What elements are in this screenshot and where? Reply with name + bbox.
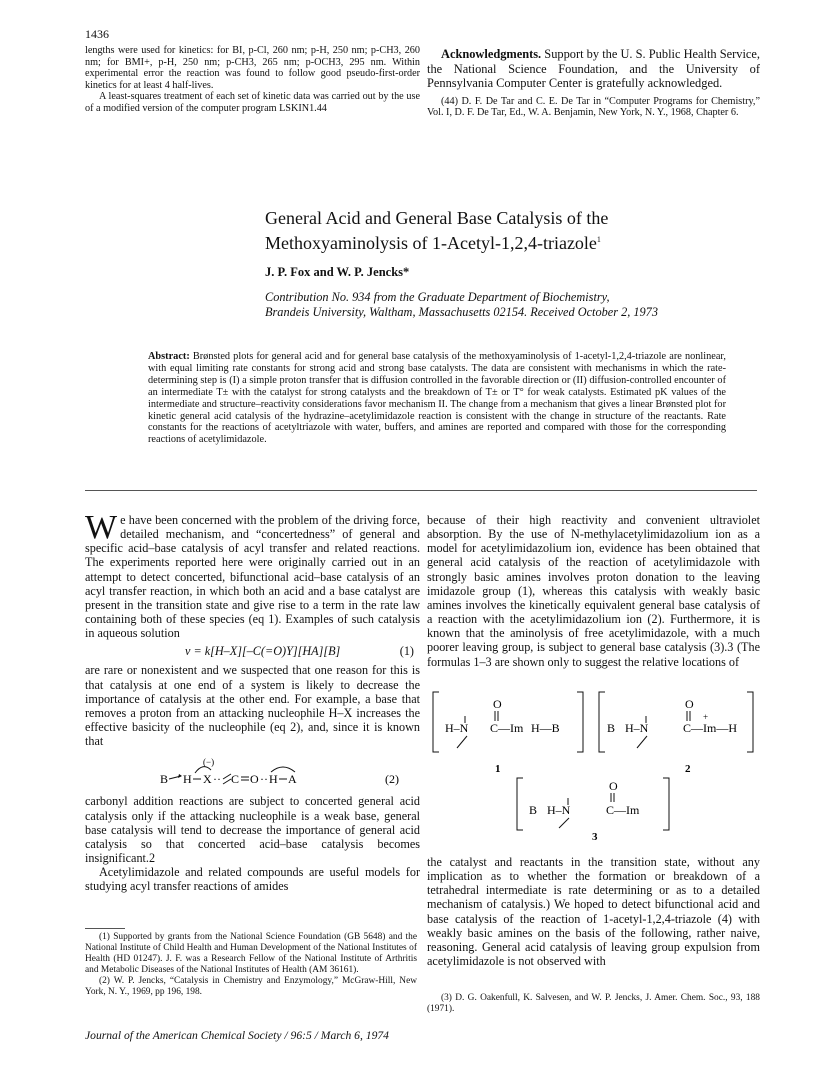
c-im-group: C—Im (490, 721, 524, 735)
structure-label-3: 3 (592, 831, 598, 840)
hn-group: H–N (625, 721, 649, 735)
body-right-column (427, 513, 760, 669)
ack-text: Support by the U. S. Public Health Service, the National Science Foundation, and the University of Pennsylvania Computer Center is gratefully acknowledged. (427, 47, 760, 91)
equation-2-scheme (85, 752, 420, 792)
body-paragraph: e have been concerned with the problem of the driving force, detailed mechanism, and “concertedness” of general and specific acid–base catalysis of acyl transfer and related reactions. The experiments reported here were originally carried out in an attempt to detect concerted, bifunctional acid–base catalysis of an acyl transfer reaction, in which both an acid and a base catalyst are present in the transition state and give rise to a term in the rate law containing both of these species (eq 1). Examples of such catalysis in aqueous solution (85, 513, 420, 641)
page-number: 1436 (85, 27, 109, 41)
body-paragraph: carbonyl addition reactions are subject to concerted general acid catalysis only if the attacking nucleophile is a weak base, general base catalysis will tend to decrease the importance of general acid catalysis so that concerted acid–base catalysis becomes insignificant.2 (85, 794, 420, 865)
svg-text:··: ·· (260, 772, 268, 787)
acknowledgments-section (427, 47, 760, 119)
oxygen-atom: O (685, 697, 694, 711)
body-paragraph: the catalyst and reactants in the transition state, without any implication as to whether the formation or breakdown of a tetrahedral intermediate is rate determining or as to a detailed mechanism of catalysis.) We hoped to detect bifunctional acid and base catalysis of the reaction of 1-acetyl-1,2,4-triazole (4) with weakly basic amines on the basis of the following, rather naive, reasoning. General acid catalysis of leaving group expulsion from acetylimidazole is not observed with (427, 855, 760, 969)
structure-label-1: 1 (495, 763, 501, 775)
footnote-3: (3) D. G. Oakenfull, K. Salvesen, and W. P. Jencks, J. Amer. Chem. Soc., 93, 188 (1971). (427, 993, 760, 1014)
abstract-text: Brønsted plots for general acid and for general base catalysis of the methoxyaminolysis of 1-acetyl-1,2,4-triazole are nonlinear, with equal limiting rate constants for strong acid and strong base catalysts. The data are consistent with mechanisms in which the rate-determining step is (I) a simple proton transfer that is diffusion controlled in the favorable direction or (II) diffusion-controlled encounter of an intermediate T± with the catalyst for strong catalysts and the breakdown of T± or T° for weak catalysts. Estimated pK values of the intermediate and structure–reactivity considerations favor mechanism II. The change from a mechanism that gives a linear Brønsted plot for kinetic general acid catalysis of the hydrazine–acetylimidazole reaction is consistent with the change in structure of the reactants. Rate constants for the reactions of acetyltriazole with water, buffers, and amines are reported and compared with those for the corresponding reactions of acetylimidazole. (148, 351, 726, 446)
body-paragraph: Acetylimidazole and related compounds are useful models for studying acyl transfer reactions of amides (85, 865, 420, 894)
body-paragraph: are rare or nonexistent and we suspected that one reason for this is that catalysis at one end of a system is likely to decrease the importance of catalysis at the other end. For example, a base that removes a proton from an attacking nucleophile H–X increases the effective basicity of the nucleophile (eq 2), and, since it is known that (85, 663, 420, 749)
eq2-atom-x: X (203, 772, 212, 787)
footnotes-right (427, 993, 760, 1015)
eq2-atom-h2: H (269, 772, 278, 787)
drop-cap: W (85, 509, 118, 546)
footnote-1: (1) Supported by grants from the National Science Foundation (GB 5648) and the National Institute of Child Health and Human Development of the National Institutes of Health (HD 01247). J. F. was a Research Fellow of the National Institute of Arthritis and Metabolic Diseases of the National Institutes of Health (AM 36161). (85, 932, 417, 975)
title-line: General Acid and General Base Catalysis of the (265, 208, 609, 228)
base-atom: B (607, 721, 616, 735)
section-divider (85, 490, 757, 491)
arrowhead-icon (178, 774, 182, 778)
methods-paragraph: A least-squares treatment of each set of kinetic data was carried out by the use of a modified version of the computer program LSKIN1.44 (85, 91, 420, 114)
abstract (148, 351, 726, 446)
footnote-2: (2) W. P. Jencks, “Catalysis in Chemistry and Enzymology,” McGraw-Hill, New York, N. Y., 1969, pp 196, 198. (85, 975, 417, 997)
article-title (265, 207, 745, 254)
footnote-rule (85, 928, 125, 929)
eq2-atom-a: A (288, 772, 297, 787)
abstract-label: Abstract: (148, 351, 190, 362)
body-paragraph: because of their high reactivity and convenient ultraviolet absorption. By the use of N-methylacetylimidazolium ion as a model for acetylimidazolium ion, evidence has been obtained that general acid catalysis of the reaction of acetylimidazole with strongly basic amines involves proton donation to the leaving imidazole group (1), whereas this catalysis with weakly basic amines involves the kinetically equivalent general base catalysis of a reaction with the acetylimidazolium ion (2). Furthermore, it is known that the aminolysis of free acetylimidazole, with a much poorer leaving group, is subject to general base catalysis (3).3 (The formulas 1–3 are shown only to suggest the relative locations of (427, 513, 760, 669)
hb-group: H—B (531, 721, 560, 735)
methods-paragraph: lengths were used for kinetics: for BI, p-Cl, 260 nm; p-H, 250 nm; p-CH3, 260 nm; for BMI+, p-H, 250 nm; p-CH3, 265 nm; p-OCH3, 295 nm. Within experimental error the reaction was found to follow good pseudo-first-order kinetics for at least 4 half-lives. (85, 45, 420, 91)
structure-label-2: 2 (685, 763, 691, 775)
body-right-column-continued (427, 855, 760, 968)
eq2-atom-b: B (160, 772, 169, 787)
c-im-group: C—Im (606, 803, 640, 817)
base-atom: B (529, 803, 538, 817)
oxygen-atom: O (493, 697, 502, 711)
footnotes-left (85, 932, 417, 997)
eq2-number: (2) (385, 772, 399, 787)
equation-2 (85, 752, 420, 792)
title-line: Methoxyaminolysis of 1-Acetyl-1,2,4-triazole$^1$ (265, 233, 601, 253)
eq2-atom-o: O (250, 772, 259, 787)
oxygen-atom: O (609, 779, 618, 793)
body-left-column (85, 509, 420, 894)
svg-text:··: ·· (213, 772, 221, 787)
article-affiliation: Contribution No. 934 from the Graduate Department of Biochemistry, Brandeis University, Waltham, Massachusetts 02154. Received October 2, 1973 (265, 290, 658, 319)
ack-heading: Acknowledgments. (441, 47, 542, 61)
hn-group: H–N (445, 721, 469, 735)
reference-44: (44) D. F. De Tar and C. E. De Tar in “Computer Programs for Chemistry,” Vol. I, D. F. De Tar, Ed., W. A. Benjamin, New York, N. Y., 1968, Chapter 6. (427, 95, 760, 119)
eq2-atom-h: H (183, 772, 192, 787)
journal-footer: Journal of the American Chemical Society / 96:5 / March 6, 1974 (85, 1029, 389, 1042)
article-authors: J. P. Fox and W. P. Jencks* (265, 265, 410, 279)
hn-group: H–N (547, 803, 571, 817)
eq2-charge: (−) (203, 757, 215, 768)
structures-figure (427, 690, 760, 840)
charge-plus: + (703, 712, 709, 722)
c-im-h-group: C—Im—H (683, 721, 737, 735)
equation-1: v = k[H–X][–C(=O)Y][HA][B] (1) (185, 644, 414, 659)
methods-continuation (85, 45, 420, 115)
eq2-atom-c: C (231, 772, 240, 787)
